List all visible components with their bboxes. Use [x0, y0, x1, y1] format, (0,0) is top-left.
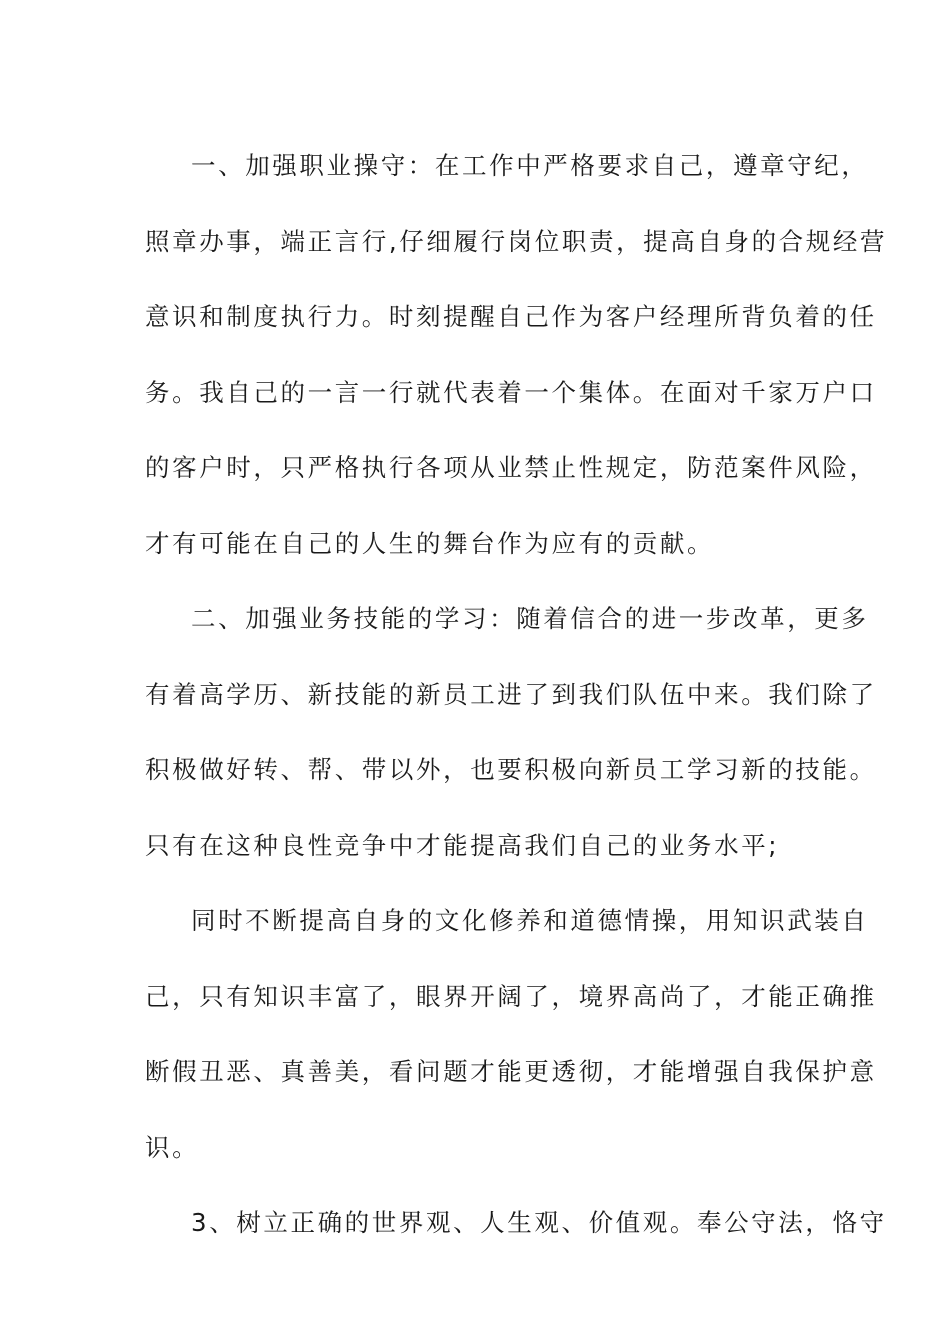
paragraph-2-line-3: 积极做好转、帮、带以外，也要积极向新员工学习新的技能。 [145, 755, 877, 784]
paragraph-1-line-6: 才有可能在自己的人生的舞台作为应有的贡献。 [145, 528, 715, 558]
paragraph-1-line-5: 的客户时，只严格执行各项从业禁止性规定，防范案件风险， [145, 453, 877, 482]
paragraph-4-line-1: 3、树立正确的世界观、人生观、价值观。奉公守法，恪守 [191, 1208, 887, 1237]
paragraph-3-line-3: 断假丑恶、真善美，看问题才能更透彻，才能增强自我保护意 [145, 1057, 877, 1086]
paragraph-1-line-2: 照章办事，端正言行,仔细履行岗位职责，提高自身的合规经营 [145, 226, 888, 256]
paragraph-3-line-2: 己，只有知识丰富了，眼界开阔了，境界高尚了，才能正确推 [145, 981, 877, 1011]
paragraph-1-line-4: 务。我自己的一言一行就代表着一个集体。在面对千家万户口 [145, 377, 877, 407]
document-body [145, 128, 888, 1261]
paragraph-3-line-4: 识。 [145, 1132, 200, 1162]
paragraph-2-line-4: 只有在这种良性竞争中才能提高我们自己的业务水平; [145, 830, 780, 860]
paragraph-3-line-1: 同时不断提高自身的文化修养和道德情操，用知识武装自 [191, 906, 869, 935]
paragraph-1-line-3: 意识和制度执行力。时刻提醒自己作为客户经理所背负着的任 [145, 302, 877, 331]
paragraph-1-line-1: 一、加强职业操守：在工作中严格要求自己，遵章守纪， [191, 151, 869, 180]
paragraph-2-line-2: 有着高学历、新技能的新员工进了到我们队伍中来。我们除了 [145, 679, 877, 709]
paragraph-2-line-1: 二、加强业务技能的学习：随着信合的进一步改革，更多 [191, 604, 869, 633]
